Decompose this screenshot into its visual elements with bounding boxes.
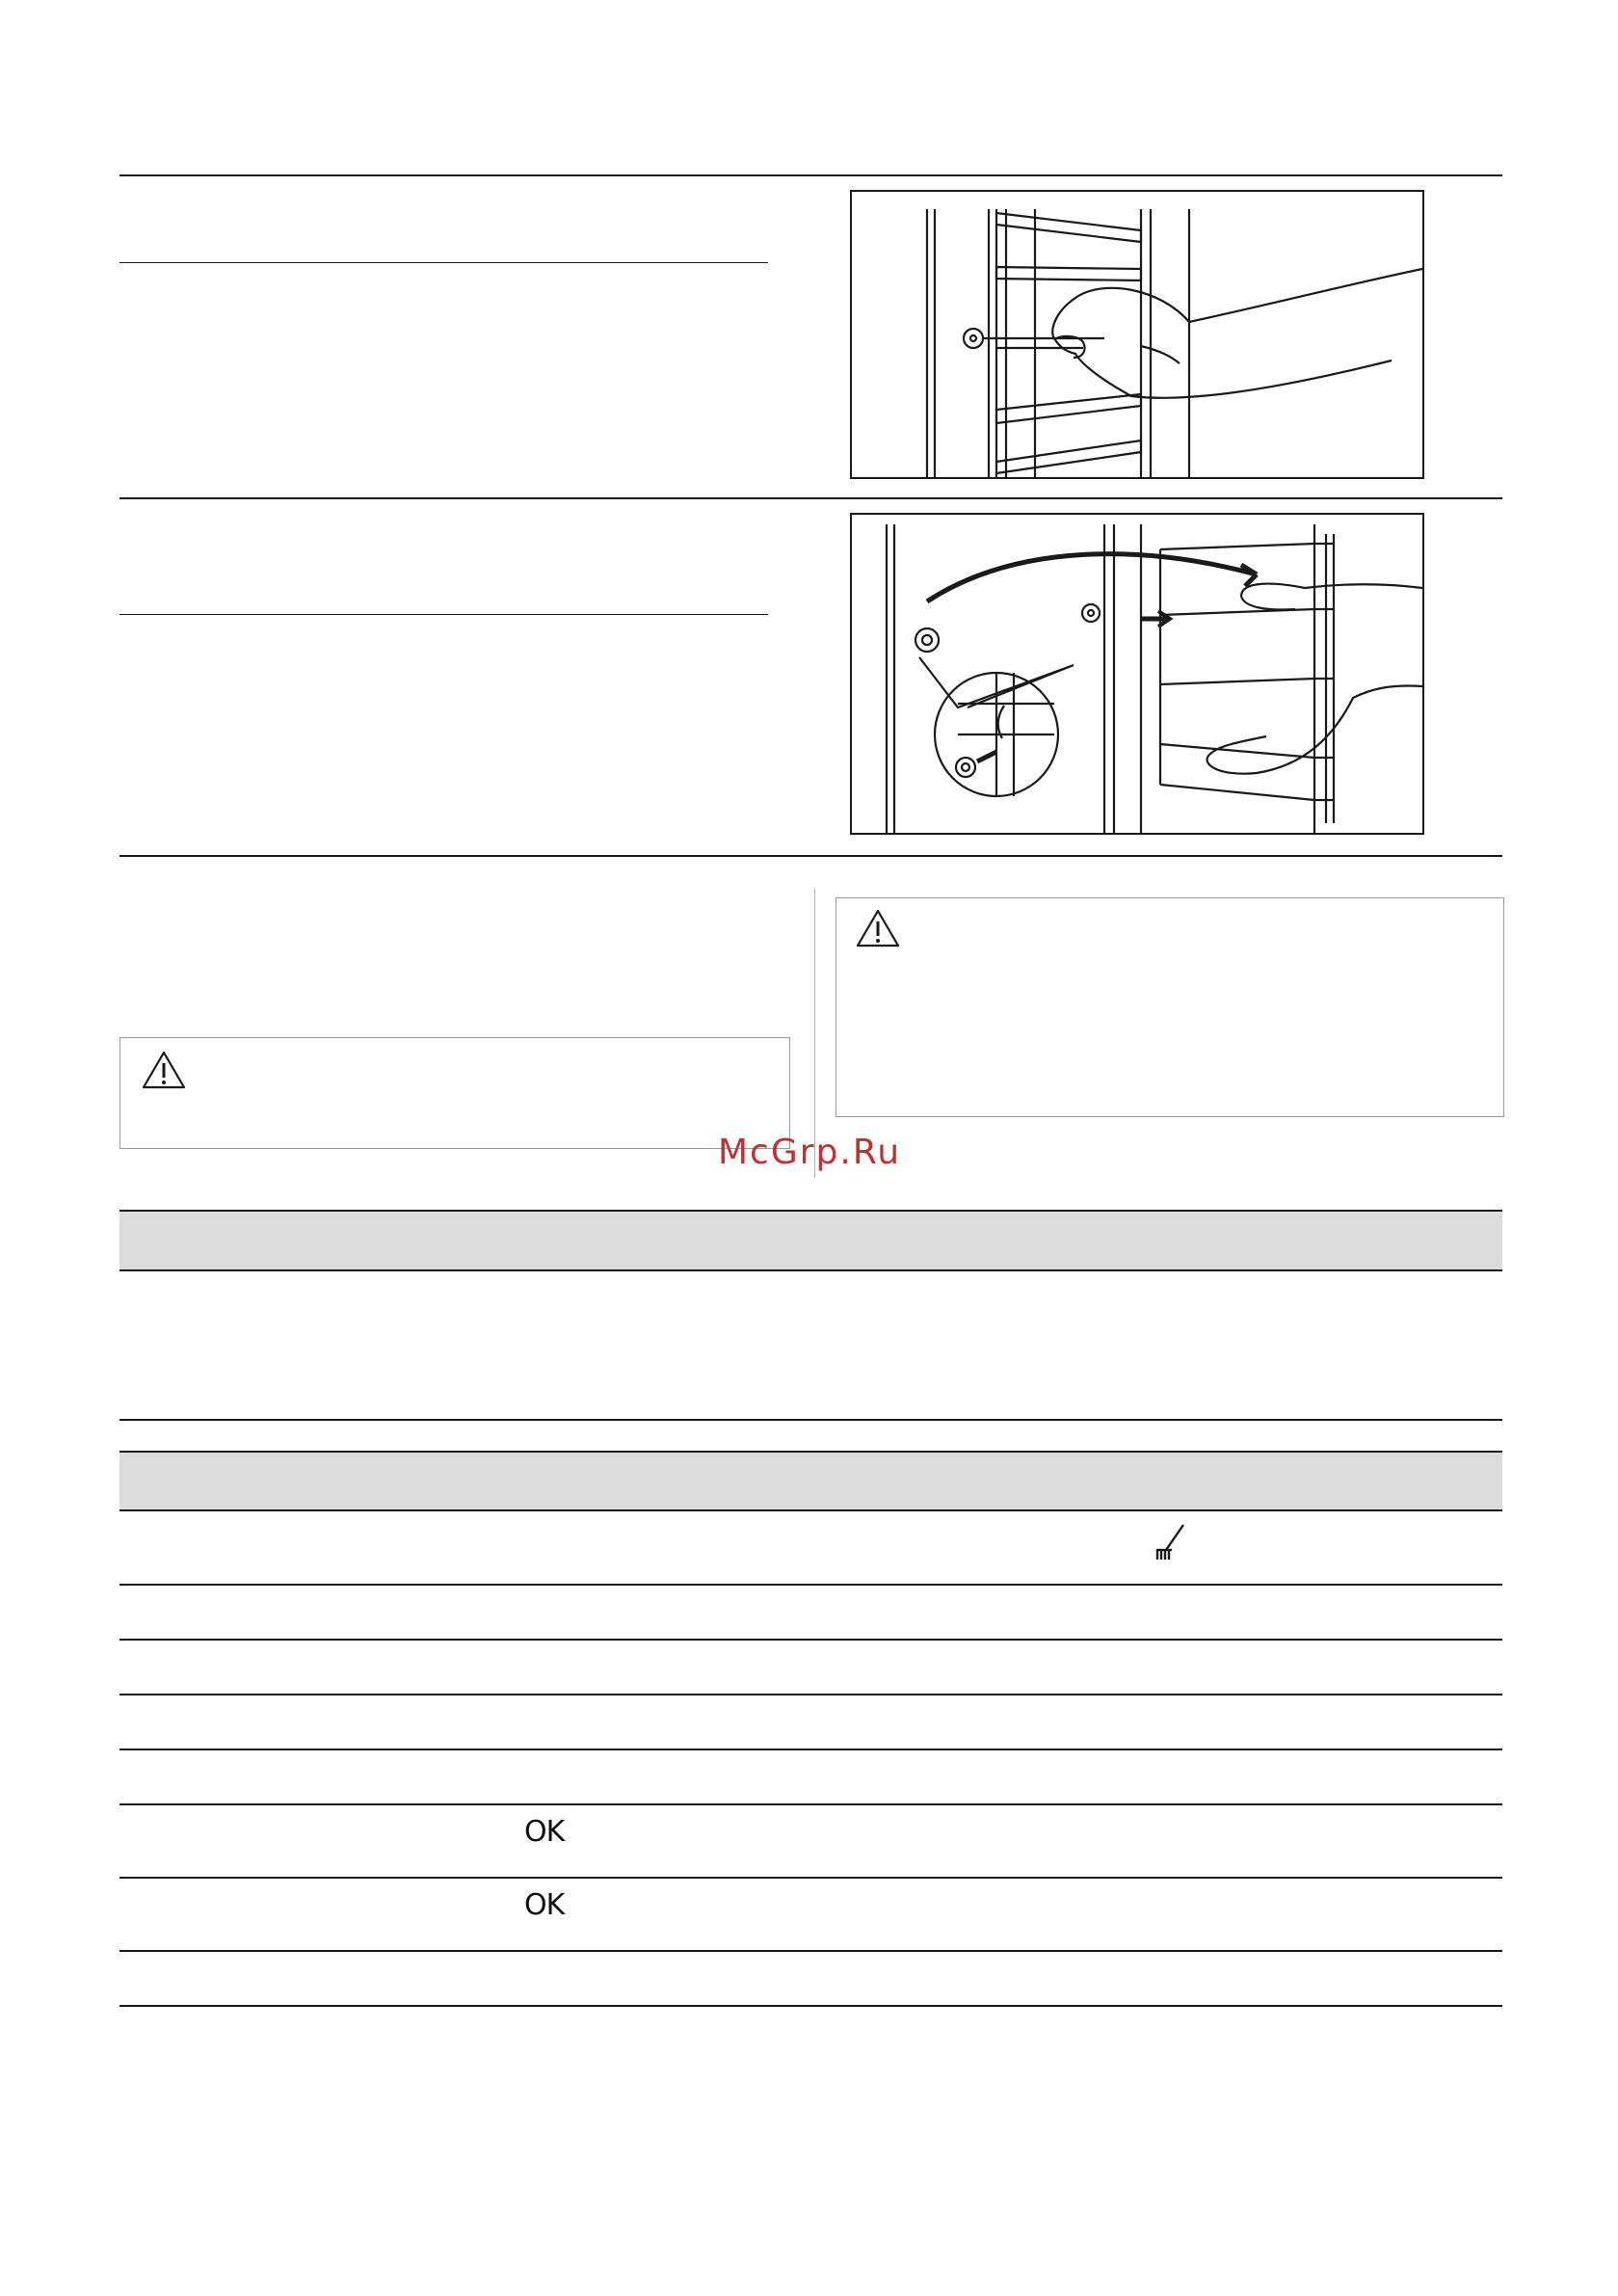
table-row-rule: [119, 1749, 1502, 1750]
warning-triangle-icon: [142, 1050, 186, 1090]
step1-rule: [119, 262, 768, 263]
table-row-rule: [119, 1950, 1502, 1952]
table-header-band: [119, 1453, 1502, 1509]
table-row-rule: [119, 1877, 1502, 1879]
watermark: McGrp.Ru: [718, 1133, 902, 1172]
figure-shelf-support-install: [850, 513, 1424, 835]
band2-rule-bottom: [119, 1509, 1502, 1511]
section-rule-top: [119, 174, 1502, 176]
warning-triangle-icon: [856, 908, 900, 948]
section-rule-3: [119, 855, 1502, 857]
cleaning-brush-icon: [1153, 1521, 1195, 1563]
warning-box-left: [119, 1037, 790, 1149]
shelf-support-illustration: [852, 192, 1422, 477]
ok-button-symbol: OK: [524, 1815, 565, 1849]
table-row-rule: [119, 1803, 1502, 1805]
table-bottom-rule: [119, 2005, 1502, 2007]
step2-rule: [119, 614, 768, 615]
section-rule-2: [119, 497, 1502, 499]
band1-rule-bottom: [119, 1269, 1502, 1271]
section-rule-4: [119, 1419, 1502, 1421]
warning-box-right: [836, 897, 1504, 1117]
figure-shelf-support-remove: [850, 190, 1424, 479]
ok-button-symbol: OK: [524, 1888, 565, 1922]
table-row-rule: [119, 1584, 1502, 1586]
shelf-support-install-illustration: [852, 515, 1422, 833]
table-row-rule: [119, 1694, 1502, 1695]
table-row-rule: [119, 1639, 1502, 1641]
section-header-band: [119, 1212, 1502, 1269]
